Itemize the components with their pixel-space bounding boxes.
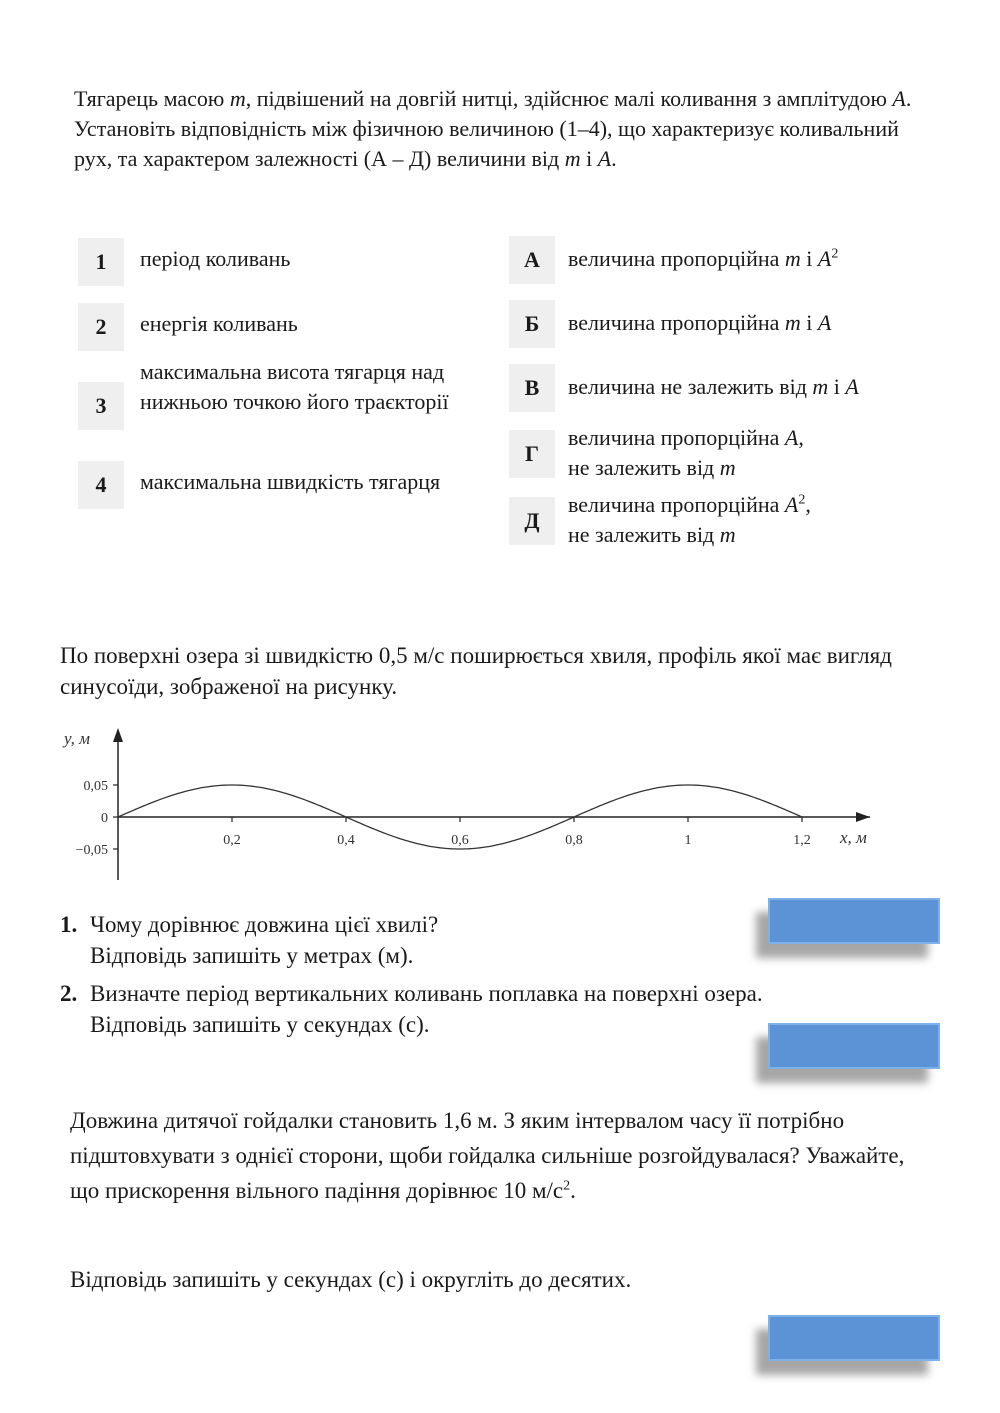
task2-intro: По поверхні озера зі швидкістю 0,5 м/с поширюється хвиля, профіль якої має вигляд синусоїди, зображеної на рисунку. — [60, 643, 892, 699]
x-tick-label: 1 — [684, 833, 692, 848]
right-option-d: величина пропорційна $A^2$, не залежить від m — [568, 492, 811, 547]
question-1-hint: Відповідь запишіть у метрах (м). — [90, 943, 414, 968]
right-option-v: величина не залежить від m і A — [568, 374, 859, 399]
task3-answer-hint: Відповідь запишіть у секундах (с) і округліть до десятих. — [70, 1267, 632, 1292]
y-axis-label: y, м — [64, 729, 90, 748]
wave-chart — [40, 720, 920, 890]
answer-box-3[interactable] — [768, 1315, 940, 1361]
right-option-g: величина пропорційна A, не залежить від m — [568, 425, 804, 480]
y-tick-label: −0,05 — [75, 843, 108, 858]
x-tick-label: 0,2 — [223, 833, 241, 848]
x-tick-label: 0,8 — [565, 833, 583, 848]
y-tick-label: 0 — [101, 811, 108, 826]
question-2-hint: Відповідь запишіть у секундах (с). — [90, 1012, 430, 1037]
left-number-2: 2 — [78, 303, 124, 351]
right-letter-v: В — [509, 364, 555, 412]
x-axis-label: x, м — [840, 828, 867, 847]
answer-box-2[interactable] — [768, 1023, 940, 1069]
left-number-1: 1 — [78, 238, 124, 286]
answer-box-1[interactable] — [768, 898, 940, 944]
left-option-4: максимальна швидкість тягарця — [140, 469, 441, 494]
question-1-text: Чому дорівнює довжина цієї хвилі? — [90, 912, 439, 937]
right-letter-b: Б — [509, 300, 555, 348]
question-2-text: Визначте період вертикальних коливань поплавка на поверхні озера. — [90, 981, 763, 1006]
question-1-number: 1. — [60, 912, 78, 937]
x-tick-label: 0,4 — [337, 833, 355, 848]
left-option-2: енергія коливань — [140, 311, 298, 336]
task1-intro: Тягарець масою m, підвішений на довгій нитці, здійснює малі коливання з амплітудою A. Установіть відповідність між фізичною величиною (1–4), що характеризує коливальний рух, та характером залежності (А – Д) величини від m і A. — [74, 86, 912, 171]
left-number-4: 4 — [78, 461, 124, 509]
x-tick-label: 1,2 — [793, 833, 811, 848]
left-option-1: період коливань — [140, 246, 291, 271]
right-letter-g: Г — [509, 430, 555, 478]
right-letter-a: А — [509, 236, 555, 284]
left-number-3: 3 — [78, 382, 124, 430]
question-2-number: 2. — [60, 981, 78, 1006]
right-letter-d: Д — [509, 497, 555, 545]
right-option-b: величина пропорційна m і A — [568, 310, 832, 335]
x-tick-label: 0,6 — [451, 833, 469, 848]
task3-text: Довжина дитячої гойдалки становить 1,6 м. З яким інтервалом часу її потрібно підштовхувати з однієї сторони, щоби гойдалка сильніше розгойдувалася? Уважайте, що прискорення вільного падіння дорівнює 10 $м/с^2$. — [70, 1108, 905, 1203]
y-tick-label: 0,05 — [83, 779, 108, 794]
left-option-3: максимальна висота тягарця над нижньою точкою його траєкторії — [140, 359, 449, 414]
question-2 — [60, 978, 763, 1040]
question-1 — [60, 909, 438, 971]
right-option-a: величина пропорційна m і $A^2$ — [568, 246, 839, 271]
y-axis-arrow — [113, 728, 123, 742]
x-axis-arrow — [856, 812, 870, 822]
